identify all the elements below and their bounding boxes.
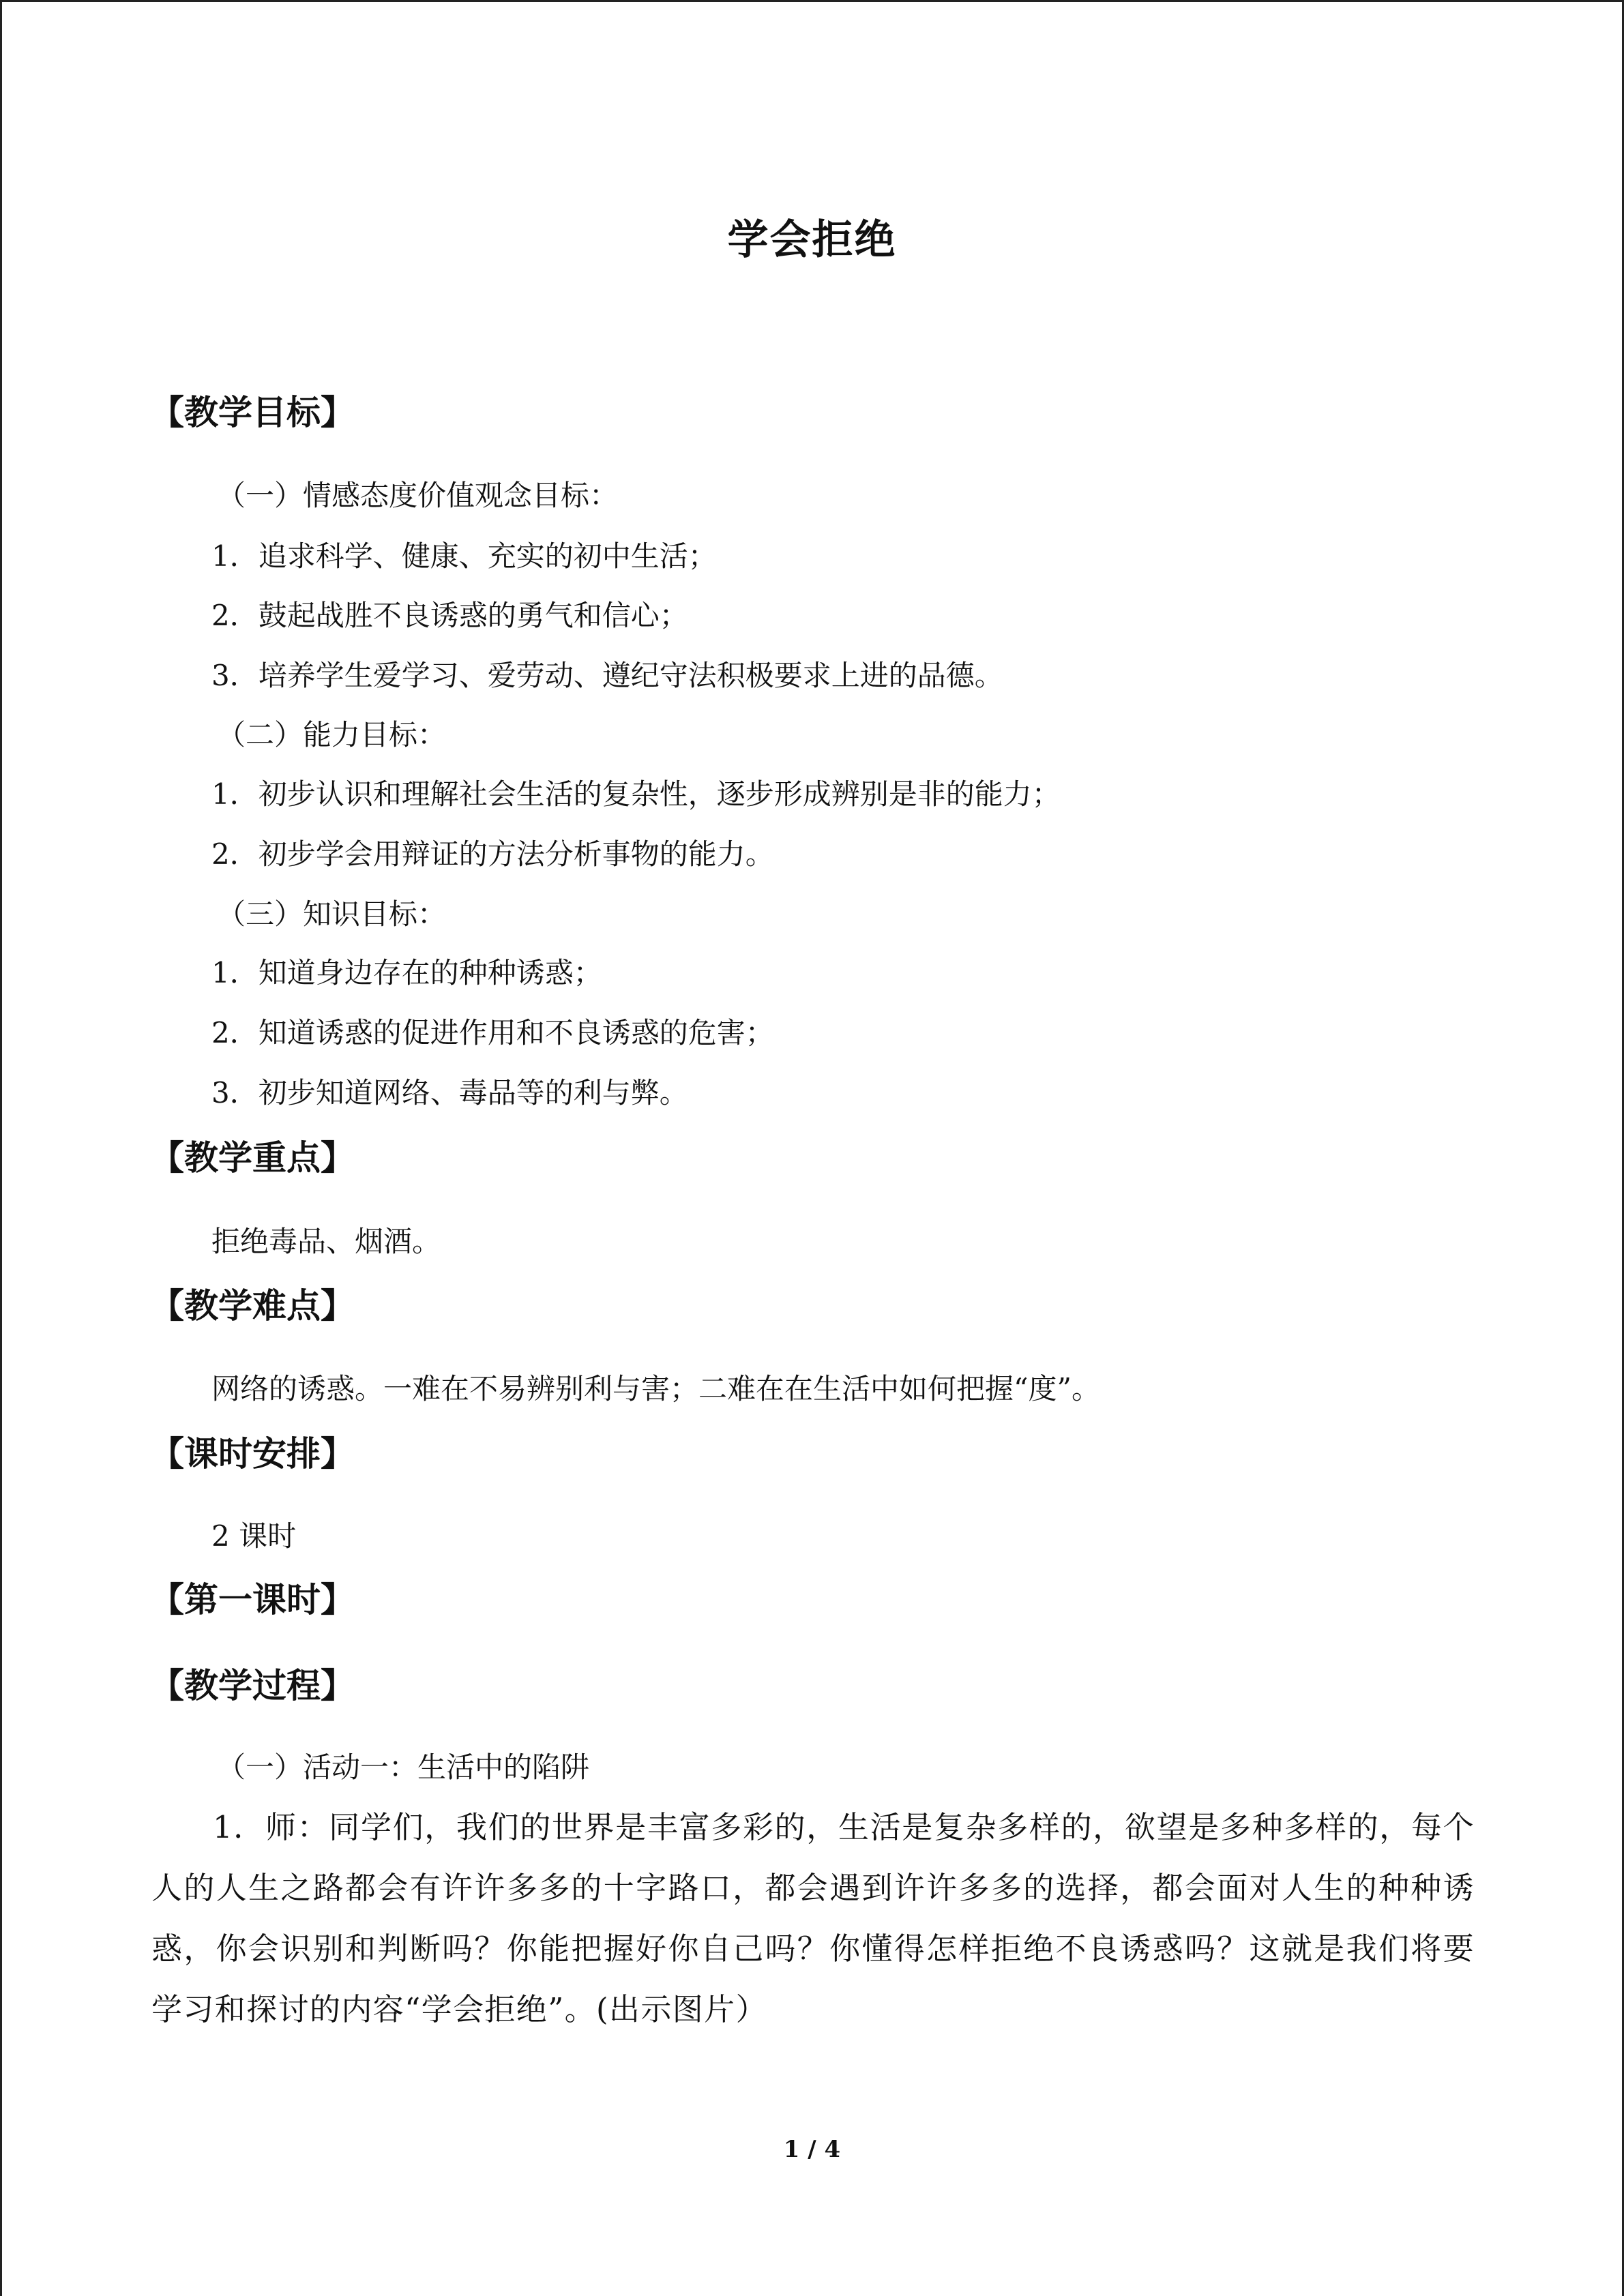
heading-teaching-objectives: 【教学目标】 bbox=[150, 393, 355, 432]
objective-emotion-item: 3．培养学生爱学习、爱劳动、遵纪守法积极要求上进的品德。 bbox=[211, 659, 1003, 692]
objective-emotion-item: 2．鼓起战胜不良诱惑的勇气和信心； bbox=[211, 599, 688, 632]
heading-schedule: 【课时安排】 bbox=[150, 1434, 355, 1474]
objective-emotion-label: （一）情感态度价值观念目标： bbox=[217, 479, 619, 512]
objective-knowledge-label: （三）知识目标： bbox=[217, 897, 447, 931]
heading-first-lesson: 【第一课时】 bbox=[150, 1580, 355, 1620]
objective-knowledge-item: 2．知道诱惑的促进作用和不良诱惑的危害； bbox=[211, 1016, 774, 1049]
heading-key-points: 【教学重点】 bbox=[150, 1138, 355, 1178]
heading-teaching-process: 【教学过程】 bbox=[150, 1666, 355, 1705]
process-paragraph: 1．师：同学们，我们的世界是丰富多彩的，生活是复杂多样的，欲望是多种多样的，每个人的人生之路都会有许许多多的十字路口，都会遇到许许多多的选择，都会面对人生的种种诱惑，你会识别和判断吗？你能把握好你自己吗？你懂得怎样拒绝不良诱惑吗？这就是我们将要学习和探讨的内容“学会拒绝”。(出示图片） bbox=[151, 1809, 1475, 2027]
objective-emotion-item: 1．追求科学、健康、充实的初中生活； bbox=[211, 539, 717, 573]
key-points-text: 拒绝毒品、烟酒。 bbox=[211, 1225, 441, 1258]
difficulties-text: 网络的诱惑。一难在不易辨别利与害；二难在在生活中如何把握“度”。 bbox=[211, 1372, 1100, 1405]
document-title: 学会拒绝 bbox=[727, 216, 897, 264]
page-number: 1 / 4 bbox=[783, 2136, 841, 2163]
objective-ability-item: 2．初步学会用辩证的方法分析事物的能力。 bbox=[211, 837, 774, 871]
objective-ability-item: 1．初步认识和理解社会生活的复杂性，逐步形成辨别是非的能力； bbox=[211, 777, 1061, 811]
heading-difficulties: 【教学难点】 bbox=[150, 1286, 355, 1326]
objective-knowledge-item: 3．初步知道网络、毒品等的利与弊。 bbox=[211, 1076, 688, 1109]
schedule-text: 2 课时 bbox=[211, 1519, 297, 1553]
objective-ability-label: （二）能力目标： bbox=[217, 718, 447, 751]
activity-one-label: （一）活动一：生活中的陷阱 bbox=[217, 1750, 590, 1784]
objective-knowledge-item: 1．知道身边存在的种种诱惑； bbox=[211, 956, 602, 989]
